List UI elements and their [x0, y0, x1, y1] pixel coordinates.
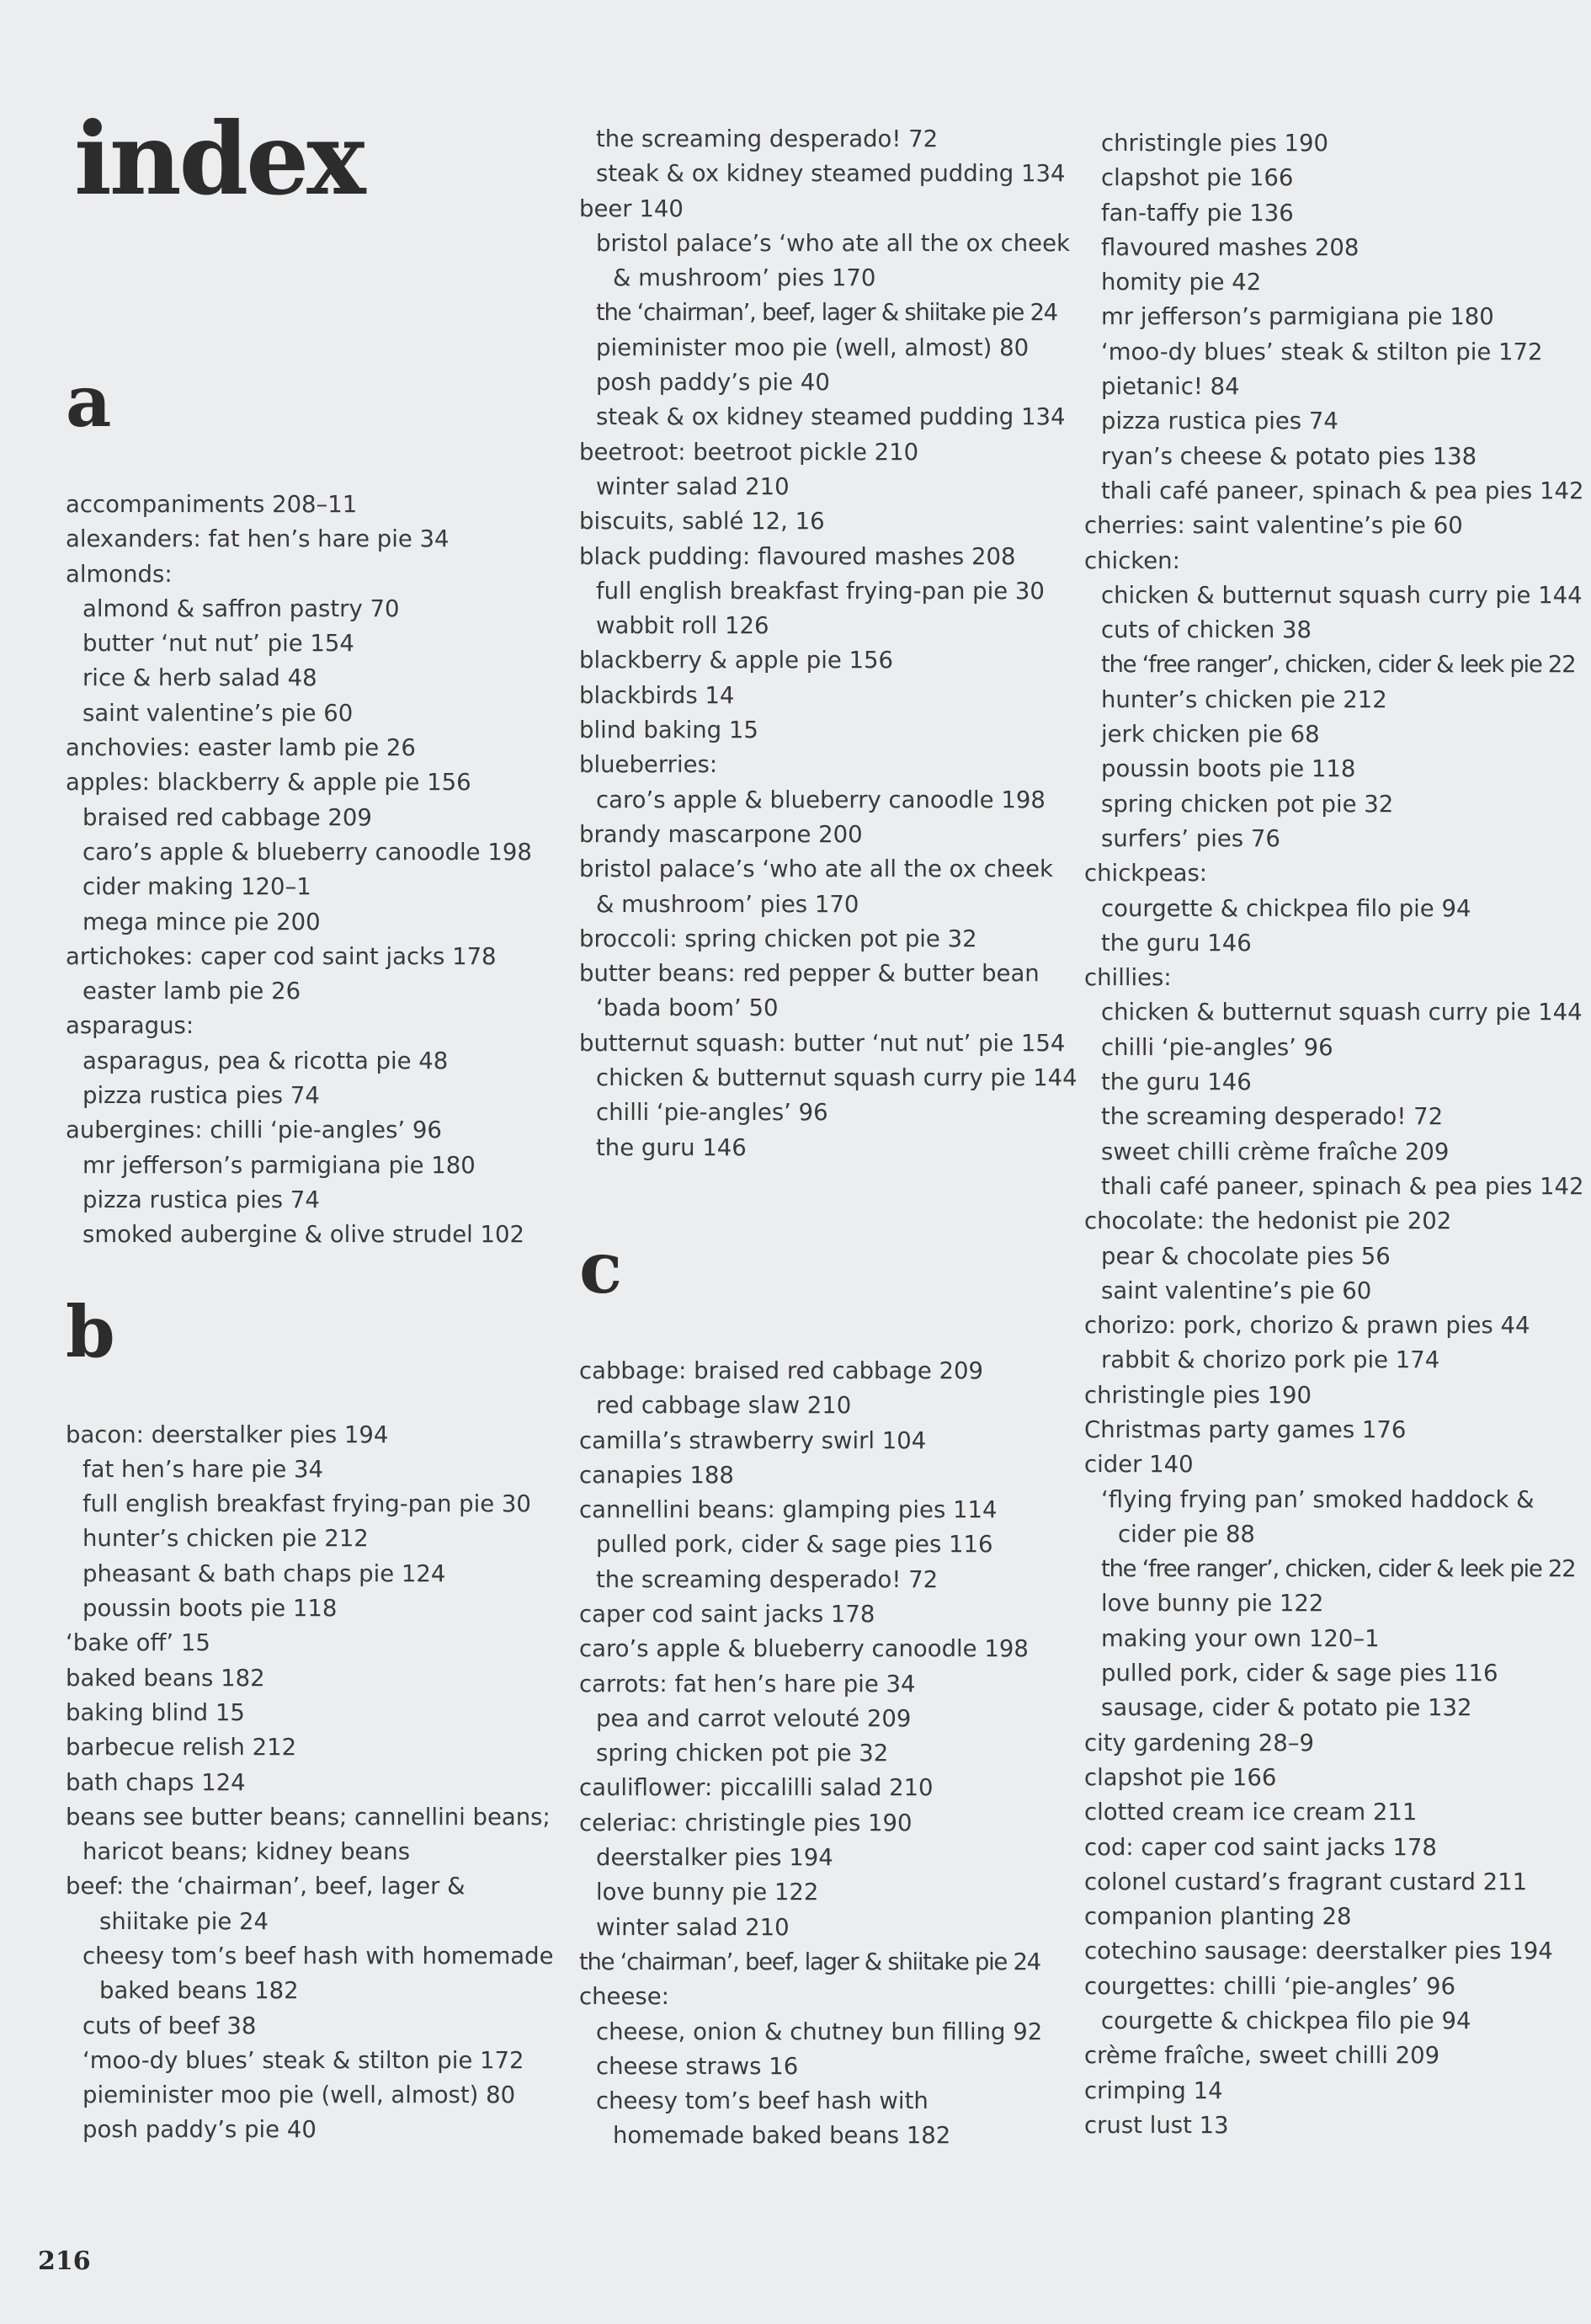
index-entry: cheesy tom’s beef hash with homemade: [82, 1942, 554, 1970]
index-entry: pear & chocolate pies 56: [1101, 1242, 1391, 1270]
index-entry: flavoured mashes 208: [1101, 233, 1360, 261]
index-entry: the screaming desperado! 72: [1101, 1103, 1444, 1131]
index-entry: apples: blackberry & apple pie 156: [66, 769, 471, 797]
index-entry: hunter’s chicken pie 212: [82, 1525, 369, 1553]
index-entry: cheese, onion & chutney bun filling 92: [596, 2018, 1043, 2045]
index-column-3: [1067, 126, 1584, 2143]
index-entry: chicken & butternut squash curry pie 144: [1101, 581, 1583, 609]
index-entry: chorizo: pork, chorizo & prawn pies 44: [1084, 1312, 1530, 1340]
index-entry: baking blind 15: [66, 1698, 245, 1726]
index-entry: sweet chilli crème fraîche 209: [1101, 1138, 1450, 1165]
index-entry: pulled pork, cider & sage pies 116: [1101, 1660, 1498, 1687]
index-entry: pizza rustica pies 74: [82, 1186, 320, 1213]
index-entry: cabbage: braised red cabbage 209: [579, 1357, 983, 1384]
index-entry: colonel custard’s fragrant custard 211: [1084, 1868, 1528, 1895]
index-entry: pheasant & bath chaps pie 124: [82, 1559, 446, 1587]
index-entry: bacon: deerstalker pies 194: [66, 1421, 389, 1448]
index-entry: mega mince pie 200: [82, 908, 321, 935]
index-entry: homemade baked beans 182: [613, 2122, 951, 2150]
index-entry: cuts of chicken 38: [1101, 616, 1312, 644]
index-entry: mr jefferson’s parmigiana pie 180: [1101, 303, 1494, 331]
index-entry: poussin boots pie 118: [1101, 755, 1356, 783]
index-entry: cotechino sausage: deerstalker pies 194: [1084, 1938, 1553, 1965]
index-entry: braised red cabbage 209: [82, 803, 372, 831]
index-entry: brandy mascarpone 200: [579, 820, 863, 848]
index-entry: accompaniments 208–11: [66, 491, 358, 518]
index-entry: pulled pork, cider & sage pies 116: [596, 1531, 993, 1559]
index-entry: cider making 120–1: [82, 873, 311, 901]
index-column-1: [49, 122, 554, 2148]
index-entry: bath chaps 124: [66, 1768, 246, 1796]
index-entry: easter lamb pie 26: [82, 978, 301, 1005]
index-list-a: [49, 488, 554, 1253]
index-list-b-continued: [562, 122, 1078, 1165]
index-entry: ‘bake off’ 15: [66, 1629, 210, 1657]
index-entry: pieminister moo pie (well, almost) 80: [82, 2081, 516, 2109]
index-column-2: [562, 122, 1078, 2154]
index-entry: butternut squash: butter ‘nut nut’ pie 154: [579, 1029, 1066, 1057]
index-entry: homity pie 42: [1101, 269, 1262, 296]
index-entry: butter ‘nut nut’ pie 154: [82, 630, 354, 658]
index-entry: cherries: saint valentine’s pie 60: [1084, 512, 1463, 540]
index-entry: the guru 146: [1101, 1069, 1252, 1096]
index-entry: the screaming desperado! 72: [596, 125, 939, 152]
index-entry: caro’s apple & blueberry canoodle 198: [596, 786, 1046, 813]
index-entry: chicken:: [1084, 546, 1180, 574]
index-entry: caper cod saint jacks 178: [579, 1600, 875, 1628]
index-entry: canapies 188: [579, 1461, 734, 1489]
index-entry: the guru 146: [1101, 929, 1252, 957]
index-entry: black pudding: flavoured mashes 208: [579, 542, 1016, 570]
index-entry: chilli ‘pie-angles’ 96: [1101, 1033, 1333, 1061]
index-entry: caro’s apple & blueberry canoodle 198: [82, 838, 532, 866]
index-entry: barbecue relish 212: [66, 1734, 297, 1762]
index-entry: beetroot: beetroot pickle 210: [579, 438, 919, 466]
index-entry: saint valentine’s pie 60: [82, 699, 354, 727]
index-entry: steak & ox kidney steamed pudding 134: [596, 403, 1066, 431]
index-entry: jerk chicken pie 68: [1101, 721, 1320, 749]
index-entry: full english breakfast frying-pan pie 30: [596, 577, 1045, 605]
index-entry: companion planting 28: [1084, 1903, 1352, 1931]
index-entry: thali café paneer, spinach & pea pies 142: [1101, 477, 1584, 504]
index-entry: crust lust 13: [1084, 2111, 1229, 2139]
index-entry: biscuits, sablé 12, 16: [579, 508, 825, 536]
index-entry: fat hen’s hare pie 34: [82, 1455, 324, 1483]
index-entry: courgettes: chilli ‘pie-angles’ 96: [1084, 1972, 1456, 2000]
index-entry: the ‘chairman’, beef, lager & shiitake pie 24: [579, 1948, 1040, 1975]
index-entry: asparagus, pea & ricotta pie 48: [82, 1047, 449, 1074]
index-entry: clapshot pie 166: [1101, 164, 1294, 192]
index-entry: the guru 146: [596, 1133, 747, 1161]
index-entry: almonds:: [66, 560, 173, 588]
index-entry: ‘bada boom’ 50: [596, 994, 779, 1022]
index-list-c-continued: [1067, 126, 1584, 2143]
index-entry: full english breakfast frying-pan pie 30: [82, 1490, 531, 1518]
index-entry: sausage, cider & potato pie 132: [1101, 1694, 1472, 1722]
index-entry: clapshot pie 166: [1084, 1763, 1277, 1791]
index-entry: beans see butter beans; cannellini beans;: [66, 1803, 551, 1831]
index-entry: the screaming desperado! 72: [596, 1565, 939, 1593]
index-entry: poussin boots pie 118: [82, 1595, 338, 1623]
index-entry: shiitake pie 24: [99, 1907, 269, 1935]
index-entry: deerstalker pies 194: [596, 1844, 833, 1872]
index-entry: ryan’s cheese & potato pies 138: [1101, 442, 1477, 470]
index-entry: mr jefferson’s parmigiana pie 180: [82, 1151, 476, 1179]
index-entry: & mushroom’ pies 170: [596, 890, 859, 918]
index-list-b: [49, 1418, 554, 2148]
index-entry: baked beans 182: [99, 1977, 299, 2005]
index-entry: the ‘chairman’, beef, lager & shiitake pie 24: [596, 299, 1057, 327]
index-entry: love bunny pie 122: [1101, 1590, 1324, 1618]
index-entry: alexanders: fat hen’s hare pie 34: [66, 525, 450, 553]
index-entry: spring chicken pot pie 32: [596, 1740, 889, 1767]
index-entry: blackberry & apple pie 156: [579, 647, 894, 674]
index-entry: caro’s apple & blueberry canoodle 198: [579, 1635, 1029, 1663]
index-entry: crème fraîche, sweet chilli 209: [1084, 2042, 1440, 2070]
index-entry: haricot beans; kidney beans: [82, 1838, 411, 1866]
index-entry: blueberries:: [579, 751, 718, 779]
index-entry: spring chicken pot pie 32: [1101, 790, 1394, 818]
index-entry: christingle pies 190: [1084, 1381, 1312, 1409]
index-entry: cheesy tom’s beef hash with: [596, 2087, 929, 2115]
index-entry: carrots: fat hen’s hare pie 34: [579, 1670, 916, 1698]
index-entry: hunter’s chicken pie 212: [1101, 685, 1387, 713]
section-letter-b: b: [66, 1289, 115, 1373]
index-entry: pizza rustica pies 74: [1101, 408, 1338, 435]
index-entry: winter salad 210: [596, 1913, 790, 1941]
index-entry: artichokes: caper cod saint jacks 178: [66, 942, 497, 970]
index-entry: city gardening 28–9: [1084, 1729, 1314, 1756]
index-entry: baked beans 182: [66, 1664, 265, 1692]
index-entry: cuts of beef 38: [82, 2012, 257, 2039]
index-entry: crimping 14: [1084, 2076, 1223, 2104]
index-entry: saint valentine’s pie 60: [1101, 1277, 1372, 1304]
section-letter-c: c: [579, 1225, 623, 1309]
index-entry: posh paddy’s pie 40: [596, 369, 830, 397]
index-entry: love bunny pie 122: [596, 1879, 819, 1906]
index-entry: pea and carrot velouté 209: [596, 1704, 912, 1732]
index-entry: cider 140: [1084, 1451, 1194, 1479]
index-entry: aubergines: chilli ‘pie-angles’ 96: [66, 1117, 442, 1144]
index-entry: chilli ‘pie-angles’ 96: [596, 1099, 828, 1127]
index-entry: courgette & chickpea filo pie 94: [1101, 894, 1471, 922]
index-entry: red cabbage slaw 210: [596, 1392, 852, 1420]
index-entry: broccoli: spring chicken pot pie 32: [579, 925, 977, 952]
index-entry: & mushroom’ pies 170: [613, 264, 876, 292]
index-entry: asparagus:: [66, 1012, 194, 1040]
section-letter-a: a: [66, 360, 112, 443]
index-entry: bristol palace’s ‘who ate all the ox cheek: [596, 229, 1070, 257]
index-entry: beer 140: [579, 195, 684, 222]
index-entry: the ‘free ranger’, chicken, cider & leek pie 22: [1101, 651, 1576, 679]
index-entry: cheese straws 16: [596, 2052, 799, 2080]
index-entry: cannellini beans: glamping pies 114: [579, 1496, 998, 1524]
index-entry: celeriac: christingle pies 190: [579, 1809, 913, 1836]
index-entry: pietanic! 84: [1101, 373, 1240, 401]
index-entry: thali café paneer, spinach & pea pies 142: [1101, 1172, 1584, 1200]
index-entry: chicken & butternut squash curry pie 144: [1101, 999, 1583, 1026]
index-entry: christingle pies 190: [1101, 130, 1329, 157]
index-entry: cider pie 88: [1118, 1520, 1255, 1548]
index-entry: smoked aubergine & olive strudel 102: [82, 1221, 524, 1249]
index-entry: rabbit & chorizo pork pie 174: [1101, 1346, 1440, 1374]
index-entry: ‘flying frying pan’ smoked haddock &: [1101, 1485, 1535, 1513]
index-entry: beef: the ‘chairman’, beef, lager &: [66, 1873, 466, 1900]
index-entry: cod: caper cod saint jacks 178: [1084, 1833, 1437, 1861]
index-entry: fan-taffy pie 136: [1101, 199, 1294, 227]
page-number: 216: [38, 2247, 91, 2276]
index-entry: chickpeas:: [1084, 860, 1208, 887]
index-entry: pizza rustica pies 74: [82, 1082, 320, 1110]
index-entry: the ‘free ranger’, chicken, cider & leek pie 22: [1101, 1555, 1576, 1583]
index-entry: Christmas party games 176: [1084, 1415, 1407, 1443]
index-entry: surfers’ pies 76: [1101, 824, 1280, 852]
index-entry: chocolate: the hedonist pie 202: [1084, 1207, 1452, 1235]
index-entry: making your own 120–1: [1101, 1624, 1380, 1652]
index-entry: winter salad 210: [596, 472, 790, 500]
index-entry: steak & ox kidney steamed pudding 134: [596, 160, 1066, 188]
index-entry: courgette & chickpea filo pie 94: [1101, 2007, 1471, 2035]
index-entry: wabbit roll 126: [596, 612, 769, 640]
index-list-c: [562, 1354, 1067, 2154]
index-entry: cheese:: [579, 1983, 669, 2011]
index-entry: bristol palace’s ‘who ate all the ox cheek: [579, 856, 1053, 883]
index-entry: pieminister moo pie (well, almost) 80: [596, 333, 1030, 361]
index-entry: ‘moo-dy blues’ steak & stilton pie 172: [1101, 338, 1543, 365]
page-title: index: [74, 100, 364, 217]
index-entry: rice & herb salad 48: [82, 664, 317, 692]
index-entry: chillies:: [1084, 964, 1172, 992]
index-entry: blackbirds 14: [579, 681, 735, 709]
index-entry: clotted cream ice cream 211: [1084, 1799, 1418, 1826]
index-entry: camilla’s strawberry swirl 104: [579, 1426, 927, 1454]
index-entry: ‘moo-dy blues’ steak & stilton pie 172: [82, 2046, 524, 2074]
index-entry: butter beans: red pepper & butter bean: [579, 960, 1040, 988]
index-entry: cauliflower: piccalilli salad 210: [579, 1774, 934, 1802]
index-entry: posh paddy’s pie 40: [82, 2116, 317, 2144]
index-entry: almond & saffron pastry 70: [82, 594, 400, 622]
index-entry: anchovies: easter lamb pie 26: [66, 734, 416, 762]
index-entry: chicken & butternut squash curry pie 144: [596, 1064, 1078, 1092]
index-entry: blind baking 15: [579, 717, 758, 744]
